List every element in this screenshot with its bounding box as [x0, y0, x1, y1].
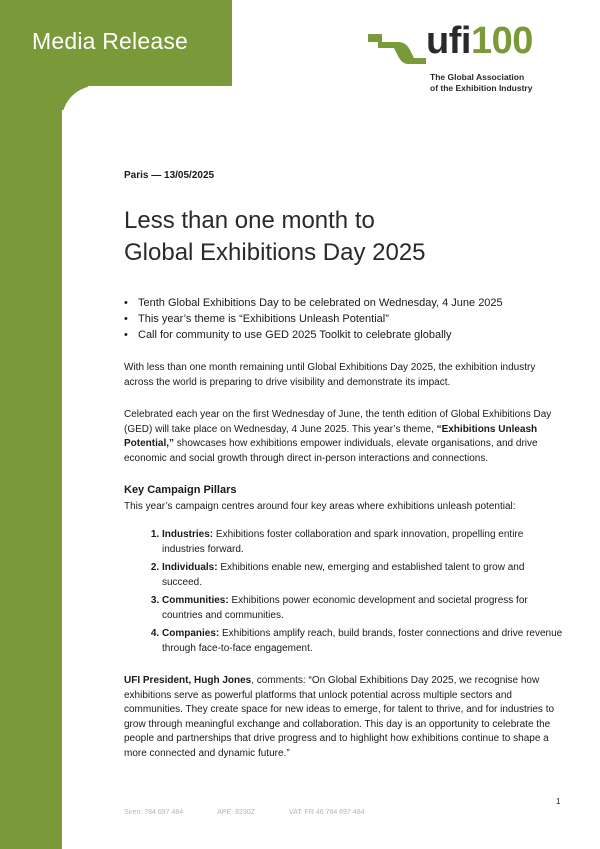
paragraph-intro: With less than one month remaining until Global Exhibitions Day 2025, the exhibition industry across the world is preparing to drive visibility and demonstrate its impact. — [124, 362, 536, 388]
release-content — [124, 170, 564, 761]
ufi-logo — [368, 20, 568, 100]
dateline: Paris — 13/05/2025 — [124, 170, 215, 181]
footer-legal: Siren: 784 697 484 APE: 8230Z VAT: FR 46 784 697 484 — [124, 809, 365, 816]
pillar-item: 1. Industries: Exhibitions foster collaboration and spark innovation, propelling entire industries forward. — [162, 528, 564, 557]
media-release-title: Media Release — [32, 28, 189, 54]
paragraph-quote: UFI President, Hugh Jones, comments: “On Global Exhibitions Day 2025, we recognise how exhibitions serve as powerful platforms that unlock potential across multiple sectors and communities. They create space for new ideas to emerge, for talent to thrive, and for industries to grow through meaningful exchange and collaboration. This day is an opportunity to celebrate the people and partnerships that drive progress and to highlight how exhibitions continue to shape a more connected and dynamic future.” — [124, 675, 555, 759]
bullet-item: • Tenth Global Exhibitions Day to be celebrated on Wednesday, 4 June 2025 — [124, 295, 564, 311]
sidebar-mask — [62, 110, 92, 849]
logo-subtitle: The Global Association of the Exhibition Industry — [430, 72, 533, 93]
ufi-logo-text: ufi100 — [426, 20, 533, 62]
ufi-logo-mark-icon — [368, 28, 430, 64]
page-number: 1 — [556, 797, 561, 806]
pillars-list — [124, 528, 564, 656]
paragraph-theme: Celebrated each year on the first Wednesday of June, the tenth edition of Global Exhibitions Day (GED) will take place on Wednesday, 4 June 2025. This year’s theme, “Exhibitions Unleash Potential,” showcases how exhibitions empower individuals, elevate organisations, and drive economic and social growth through direct in-person interactions and connections. — [124, 409, 552, 464]
pillar-item: 4. Companies: Exhibitions amplify reach, build brands, foster connections and drive revenue through face-to-face engagement. — [162, 627, 564, 656]
headline: Less than one month to Global Exhibitions Day 2025 — [124, 207, 426, 266]
bullet-item: • This year’s theme is “Exhibitions Unleash Potential” — [124, 311, 564, 327]
pillar-item: 3. Communities: Exhibitions power economic development and societal progress for countries and communities. — [162, 594, 564, 623]
summary-bullets — [124, 295, 564, 343]
section-title: Key Campaign Pillars — [124, 484, 237, 496]
section-intro: This year’s campaign centres around four key areas where exhibitions unleash potential: — [124, 501, 516, 512]
bullet-item: • Call for community to use GED 2025 Toolkit to celebrate globally — [124, 327, 564, 343]
pillar-item: 2. Individuals: Exhibitions enable new, emerging and established talent to grow and succeed. — [162, 561, 564, 590]
